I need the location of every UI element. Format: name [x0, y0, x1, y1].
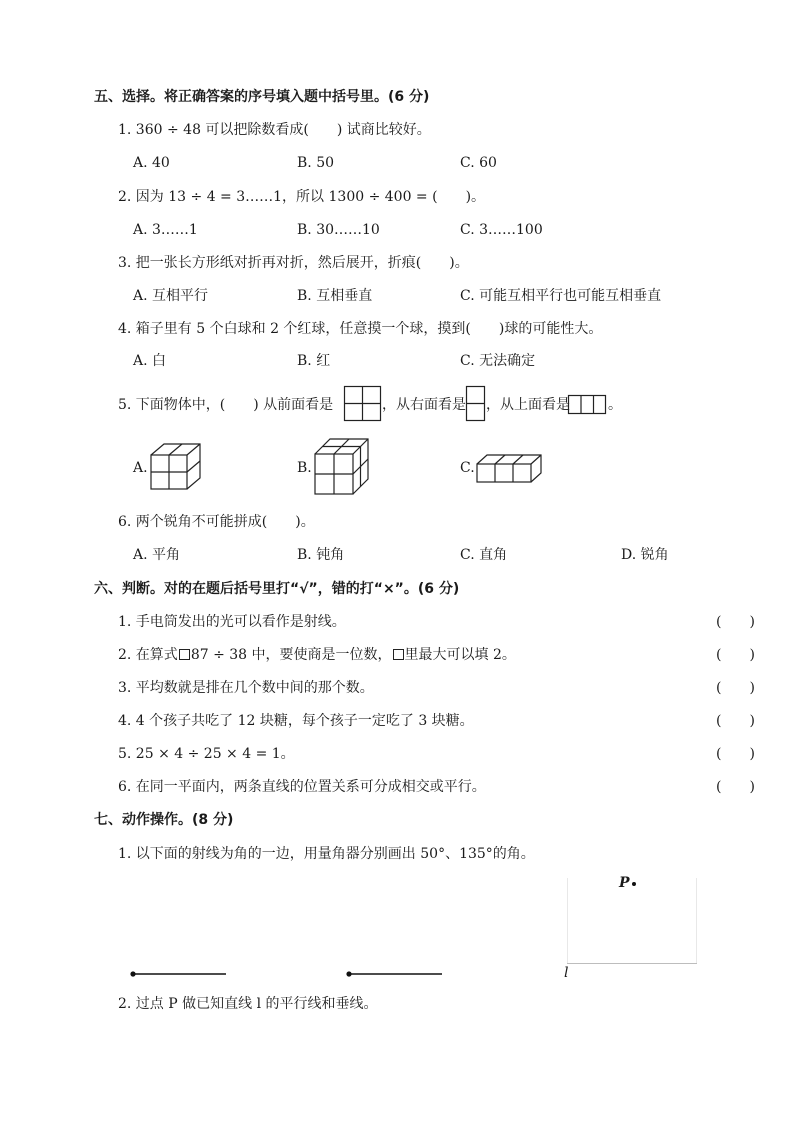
right-view-figure	[466, 386, 486, 422]
line-l-label: l	[564, 965, 569, 981]
q6-2-text-pre: 2. 在算式	[118, 647, 178, 663]
q5-1-option-c[interactable]: C. 60	[460, 155, 497, 171]
q6-2-text-end: 里最大可以填 2。	[404, 647, 516, 663]
q5-6-option-c[interactable]: C. 直角	[460, 547, 508, 563]
q5-5-stem-part2: ，从右面看是	[382, 397, 466, 413]
q6-4-answer-paren[interactable]: ( )	[716, 713, 755, 729]
q5-3-option-b[interactable]: B. 互相垂直	[297, 288, 373, 304]
q5-2-option-c[interactable]: C. 3……100	[460, 222, 543, 238]
point-p-dot	[632, 882, 636, 886]
q5-6-stem: 6. 两个锐角不可能拼成( )。	[118, 514, 315, 530]
q5-1-option-b[interactable]: B. 50	[297, 155, 335, 171]
q5-6-option-d[interactable]: D. 锐角	[621, 547, 669, 563]
drawing-area-left-edge	[567, 878, 568, 964]
q5-6-option-a[interactable]: A. 平角	[133, 547, 181, 563]
section-6-title: 六、判断。对的在题后括号里打“√”，错的打“×”。(6 分)	[94, 581, 460, 597]
q5-5-option-c[interactable]: C.	[460, 460, 475, 476]
section-5-title: 五、选择。将正确答案的序号填入题中括号里。(6 分)	[94, 89, 430, 105]
q5-2-option-b[interactable]: B. 30……10	[297, 222, 380, 238]
drawing-area-right-edge	[696, 878, 697, 964]
q5-3-stem: 3. 把一张长方形纸对折再对折，然后展开，折痕( )。	[118, 255, 469, 271]
option-b-cube-figure	[312, 436, 372, 498]
q5-5-option-b[interactable]: B.	[297, 460, 312, 476]
q6-3-text: 3. 平均数就是排在几个数中间的那个数。	[118, 680, 374, 696]
q5-3-option-a[interactable]: A. 互相平行	[133, 288, 209, 304]
q5-5-option-a[interactable]: A.	[133, 460, 148, 476]
option-c-cube-figure	[474, 452, 546, 486]
q5-1-option-a[interactable]: A. 40	[133, 155, 170, 171]
q6-2-text	[118, 646, 516, 664]
blank-box-icon	[179, 649, 190, 660]
q6-2-answer-paren[interactable]: ( )	[716, 647, 755, 663]
q6-3-answer-paren[interactable]: ( )	[716, 680, 755, 696]
blank-box-icon	[393, 649, 404, 660]
point-p-label: P	[619, 875, 630, 891]
q5-1-stem: 1. 360 ÷ 48 可以把除数看成( ) 试商比较好。	[118, 122, 431, 138]
q5-5-stem-part1: 5. 下面物体中，( ) 从前面看是	[118, 397, 334, 413]
line-l	[567, 963, 697, 964]
q5-4-stem: 4. 箱子里有 5 个白球和 2 个红球，任意摸一个球，摸到( )球的可能性大。	[118, 321, 603, 337]
front-view-figure	[344, 386, 382, 422]
q6-6-answer-paren[interactable]: ( )	[716, 779, 755, 795]
q5-6-option-b[interactable]: B. 钝角	[297, 547, 345, 563]
q5-5-stem-part4: 。	[608, 397, 622, 413]
q5-2-stem: 2. 因为 13 ÷ 4 = 3……1，所以 1300 ÷ 400 = ( )。	[118, 189, 486, 205]
q6-5-answer-paren[interactable]: ( )	[716, 746, 755, 762]
q7-2-text: 2. 过点 P 做已知直线 l 的平行线和垂线。	[118, 996, 378, 1012]
ray-2[interactable]	[344, 968, 448, 980]
q6-4-text: 4. 4 个孩子共吃了 12 块糖，每个孩子一定吃了 3 块糖。	[118, 713, 474, 729]
q5-4-option-c[interactable]: C. 无法确定	[460, 353, 536, 369]
q5-5-stem-part3: ，从上面看是	[486, 397, 570, 413]
q6-1-answer-paren[interactable]: ( )	[716, 614, 755, 630]
q5-4-option-a[interactable]: A. 白	[133, 353, 167, 369]
ray-1[interactable]	[128, 968, 232, 980]
option-a-cube-figure	[148, 441, 204, 493]
q7-1-text: 1. 以下面的射线为角的一边，用量角器分别画出 50°、135°的角。	[118, 846, 535, 862]
section-7-title: 七、动作操作。(8 分)	[94, 812, 234, 828]
q5-4-option-b[interactable]: B. 红	[297, 353, 331, 369]
q6-6-text: 6. 在同一平面内，两条直线的位置关系可分成相交或平行。	[118, 779, 486, 795]
q6-5-text: 5. 25 × 4 ÷ 25 × 4 = 1。	[118, 746, 295, 762]
q5-3-option-c[interactable]: C. 可能互相平行也可能互相垂直	[460, 288, 662, 304]
q6-1-text: 1. 手电筒发出的光可以看作是射线。	[118, 614, 346, 630]
top-view-figure	[568, 395, 608, 415]
q6-2-text-mid: 87 ÷ 38 中，要使商是一位数，	[190, 647, 392, 663]
q5-2-option-a[interactable]: A. 3……1	[133, 222, 198, 238]
